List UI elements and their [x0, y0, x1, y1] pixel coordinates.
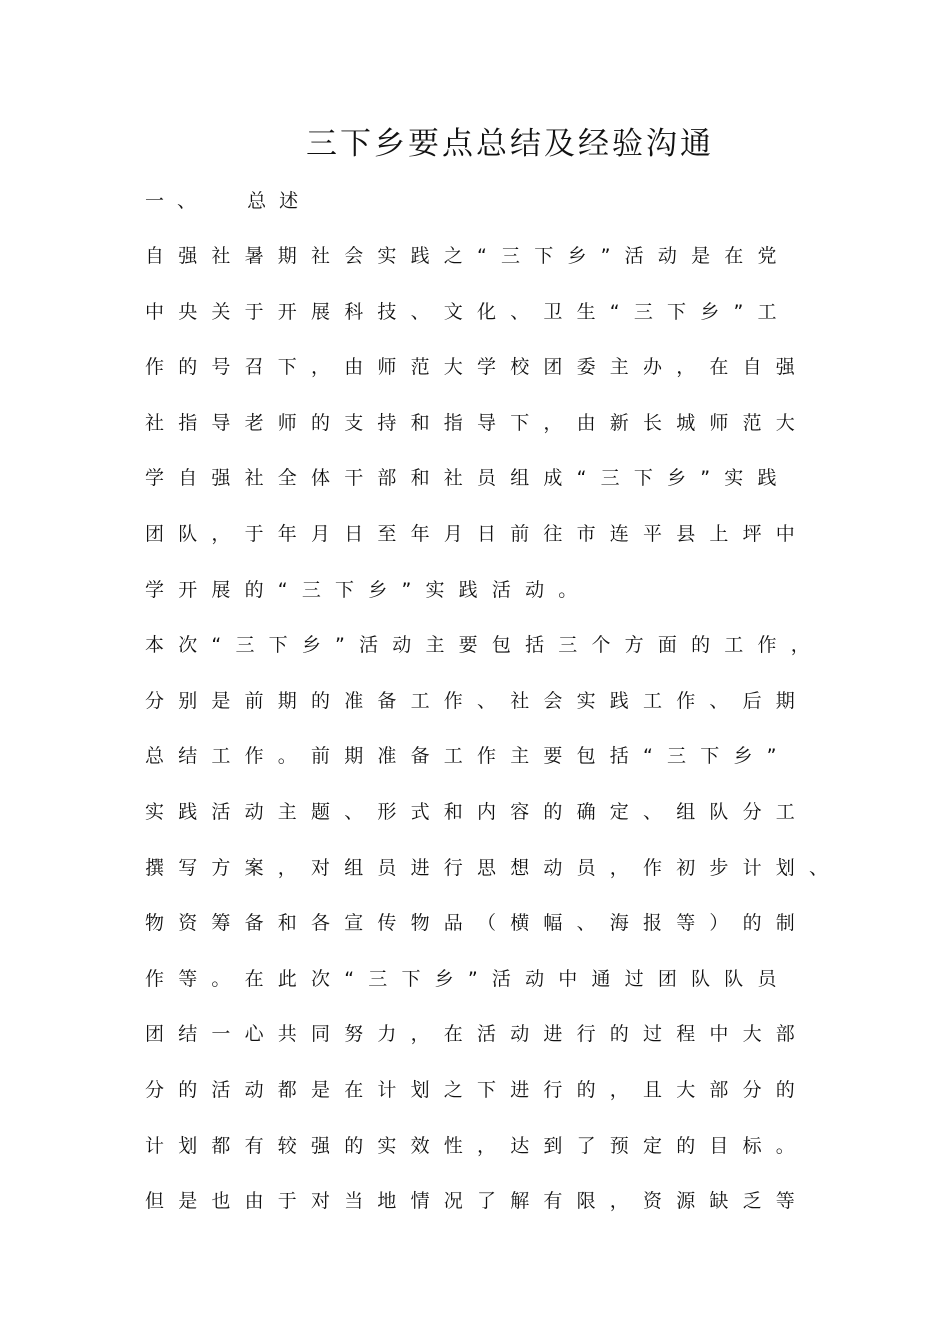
text-line: 团队，于年月日至年月日前往市连平县上坪中	[145, 522, 810, 545]
document-title: 三下乡要点总结及经验沟通	[306, 126, 714, 162]
text-line: 社指导老师的支持和指导下，由新长城师范大	[145, 411, 810, 434]
text-line: 本次“三下乡”活动主要包括三个方面的工作，	[145, 634, 824, 657]
section-heading: 一、 总述	[145, 190, 312, 212]
text-line: 分的活动都是在计划之下进行的，且大部分的	[145, 1078, 810, 1101]
text-line: 学自强社全体干部和社员组成“三下乡”实践	[145, 467, 791, 490]
text-line: 物资筹备和各宣传物品（横幅、海报等）的制	[145, 912, 810, 935]
text-line: 分别是前期的准备工作、社会实践工作、后期	[145, 689, 810, 712]
text-line: 作等。在此次“三下乡”活动中通过团队队员	[145, 967, 791, 990]
text-line: 团结一心共同努力，在活动进行的过程中大部	[145, 1023, 810, 1046]
text-line: 中央关于开展科技、文化、卫生“三下乡”工	[145, 300, 791, 323]
text-line: 实践活动主题、形式和内容的确定、组队分工	[145, 800, 810, 823]
text-line: 作的号召下，由师范大学校团委主办，在自强	[145, 356, 810, 379]
text-line: 但是也由于对当地情况了解有限，资源缺乏等	[145, 1190, 810, 1213]
text-line: 自强社暑期社会实践之“三下乡”活动是在党	[145, 245, 791, 267]
text-line: 学开展的“三下乡”实践活动。	[145, 578, 592, 601]
text-line: 撰写方案，对组员进行思想动员，作初步计划、	[145, 856, 843, 879]
body-text	[145, 240, 845, 1241]
text-line: 计划都有较强的实效性，达到了预定的目标。	[145, 1134, 810, 1157]
text-line: 总结工作。前期准备工作主要包括“三下乡”	[145, 745, 791, 768]
